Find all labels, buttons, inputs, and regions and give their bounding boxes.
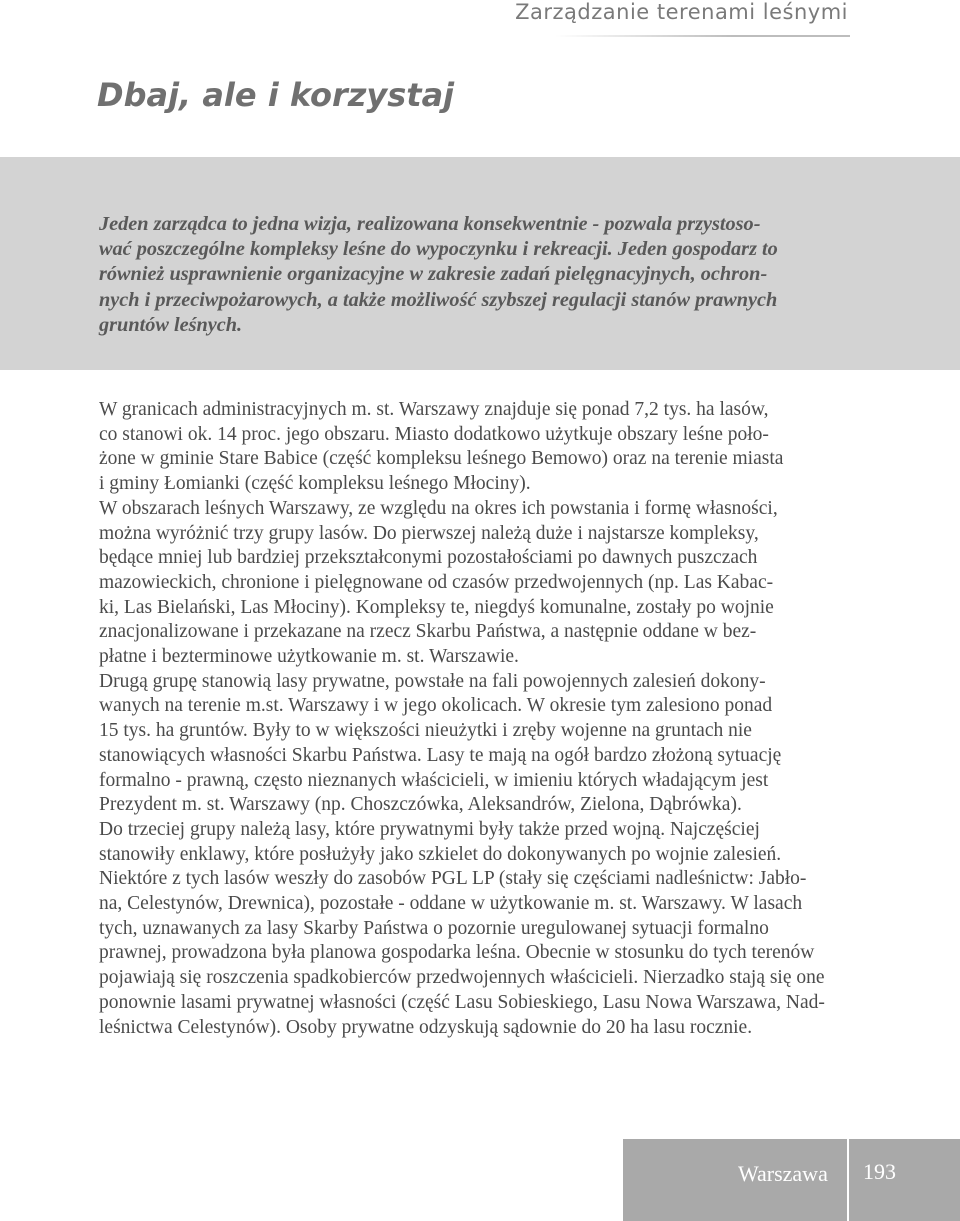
body-line: Niektóre z tych lasów weszły do zasobów PGL LP (stały się częściami nadleśnictw: Jabło- bbox=[99, 868, 807, 890]
lead-paragraph bbox=[99, 212, 859, 338]
body-line: W granicach administracyjnych m. st. Warszawy znajduje się ponad 7,2 tys. ha lasów, bbox=[99, 399, 769, 420]
lead-box bbox=[0, 157, 960, 370]
body-line: stanowiących własności Skarbu Państwa. Lasy te mają na ogół bardzo złożoną sytuację bbox=[99, 744, 782, 766]
footer-city: Warszawa bbox=[738, 1161, 828, 1186]
running-header: Zarządzanie terenami leśnymi bbox=[515, 0, 848, 24]
body-line: płatne i bezterminowe użytkowanie m. st. Warszawie. bbox=[99, 646, 519, 668]
article-body bbox=[99, 398, 879, 1040]
body-line: prawnej, prowadzona była planowa gospodarka leśna. Obecnie w stosunku do tych terenów bbox=[99, 942, 815, 964]
body-line: stanowiły enklawy, które posłużyły jako szkielet do dokonywanych po wojnie zalesień. bbox=[99, 843, 782, 865]
body-line: co stanowi ok. 14 proc. jego obszaru. Miasto dodatkowo użytkuje obszary leśne poło- bbox=[99, 423, 769, 445]
body-line: na, Celestynów, Drewnica), pozostałe - oddane w użytkowanie m. st. Warszawy. W lasach bbox=[99, 893, 803, 915]
body-line: żone w gminie Stare Babice (część kompleksu leśnego Bemowo) oraz na terenie miasta bbox=[99, 448, 784, 470]
body-line: mazowieckich, chronione i pielęgnowane od czasów przedwojennych (np. Las Kabac- bbox=[99, 571, 774, 593]
body-line: tych, uznawanych za lasy Skarby Państwa o pozornie uregulowanej sytuacji formalno bbox=[99, 917, 769, 939]
body-line: znacjonalizowane i przekazane na rzecz Skarbu Państwa, a następnie oddane w bez- bbox=[99, 621, 757, 643]
body-line: 15 tys. ha gruntów. Były to w większości nieużytki i zręby wojenne na gruntach nie bbox=[99, 720, 752, 742]
lead-line: nych i przeciwpożarowych, a także możliwość szybszej regulacji stanów prawnych bbox=[99, 288, 778, 311]
body-line: leśnictwa Celestynów). Osoby prywatne odzyskują sądownie do 20 ha lasu rocznie. bbox=[99, 1016, 753, 1038]
lead-line: gruntów leśnych. bbox=[99, 313, 243, 336]
body-line: pojawiają się roszczenia spadkobierców przedwojennych właścicieli. Nierzadko stają się one bbox=[99, 967, 825, 989]
article-title: Dbaj, ale i korzystaj bbox=[97, 76, 455, 114]
footer-divider bbox=[847, 1139, 849, 1221]
page-footer bbox=[623, 1139, 960, 1221]
body-line: będące mniej lub bardziej przekształconymi pozostałościami po dawnych puszczach bbox=[99, 547, 758, 569]
body-line: W obszarach leśnych Warszawy, ze względu na okres ich powstania i formę własności, bbox=[99, 497, 778, 519]
body-line: i gminy Łomianki (część kompleksu leśnego Młociny). bbox=[99, 473, 531, 495]
body-line: ponownie lasami prywatnej własności (część Lasu Sobieskiego, Lasu Nowa Warszawa, Nad- bbox=[99, 991, 825, 1013]
header-rule bbox=[555, 35, 850, 37]
lead-line: wać poszczególne kompleksy leśne do wypoczynku i rekreacji. Jeden gospodarz to bbox=[99, 238, 778, 261]
body-line: Do trzeciej grupy należą lasy, które prywatnymi były także przed wojną. Najczęściej bbox=[99, 818, 760, 840]
body-line: ki, Las Bielański, Las Młociny). Kompleksy te, niegdyś komunalne, zostały po wojnie bbox=[99, 596, 774, 618]
page-number: 193 bbox=[863, 1159, 896, 1184]
body-line: Drugą grupę stanowią lasy prywatne, powstałe na fali powojennych zalesień dokony- bbox=[99, 670, 766, 692]
lead-line: Jeden zarządca to jedna wizja, realizowana konsekwentnie - pozwala przystoso- bbox=[99, 213, 761, 235]
body-line: wanych na terenie m.st. Warszawy i w jego okolicach. W okresie tym zalesiono ponad bbox=[99, 695, 773, 717]
body-line: Prezydent m. st. Warszawy (np. Choszczówka, Aleksandrów, Zielona, Dąbrówka). bbox=[99, 794, 742, 816]
body-line: formalno - prawną, często nieznanych właścicieli, w imieniu których władającym jest bbox=[99, 769, 769, 791]
body-line: można wyróżnić trzy grupy lasów. Do pierwszej należą duże i najstarsze kompleksy, bbox=[99, 522, 759, 544]
lead-line: również usprawnienie organizacyjne w zakresie zadań pielęgnacyjnych, ochron- bbox=[99, 263, 768, 286]
